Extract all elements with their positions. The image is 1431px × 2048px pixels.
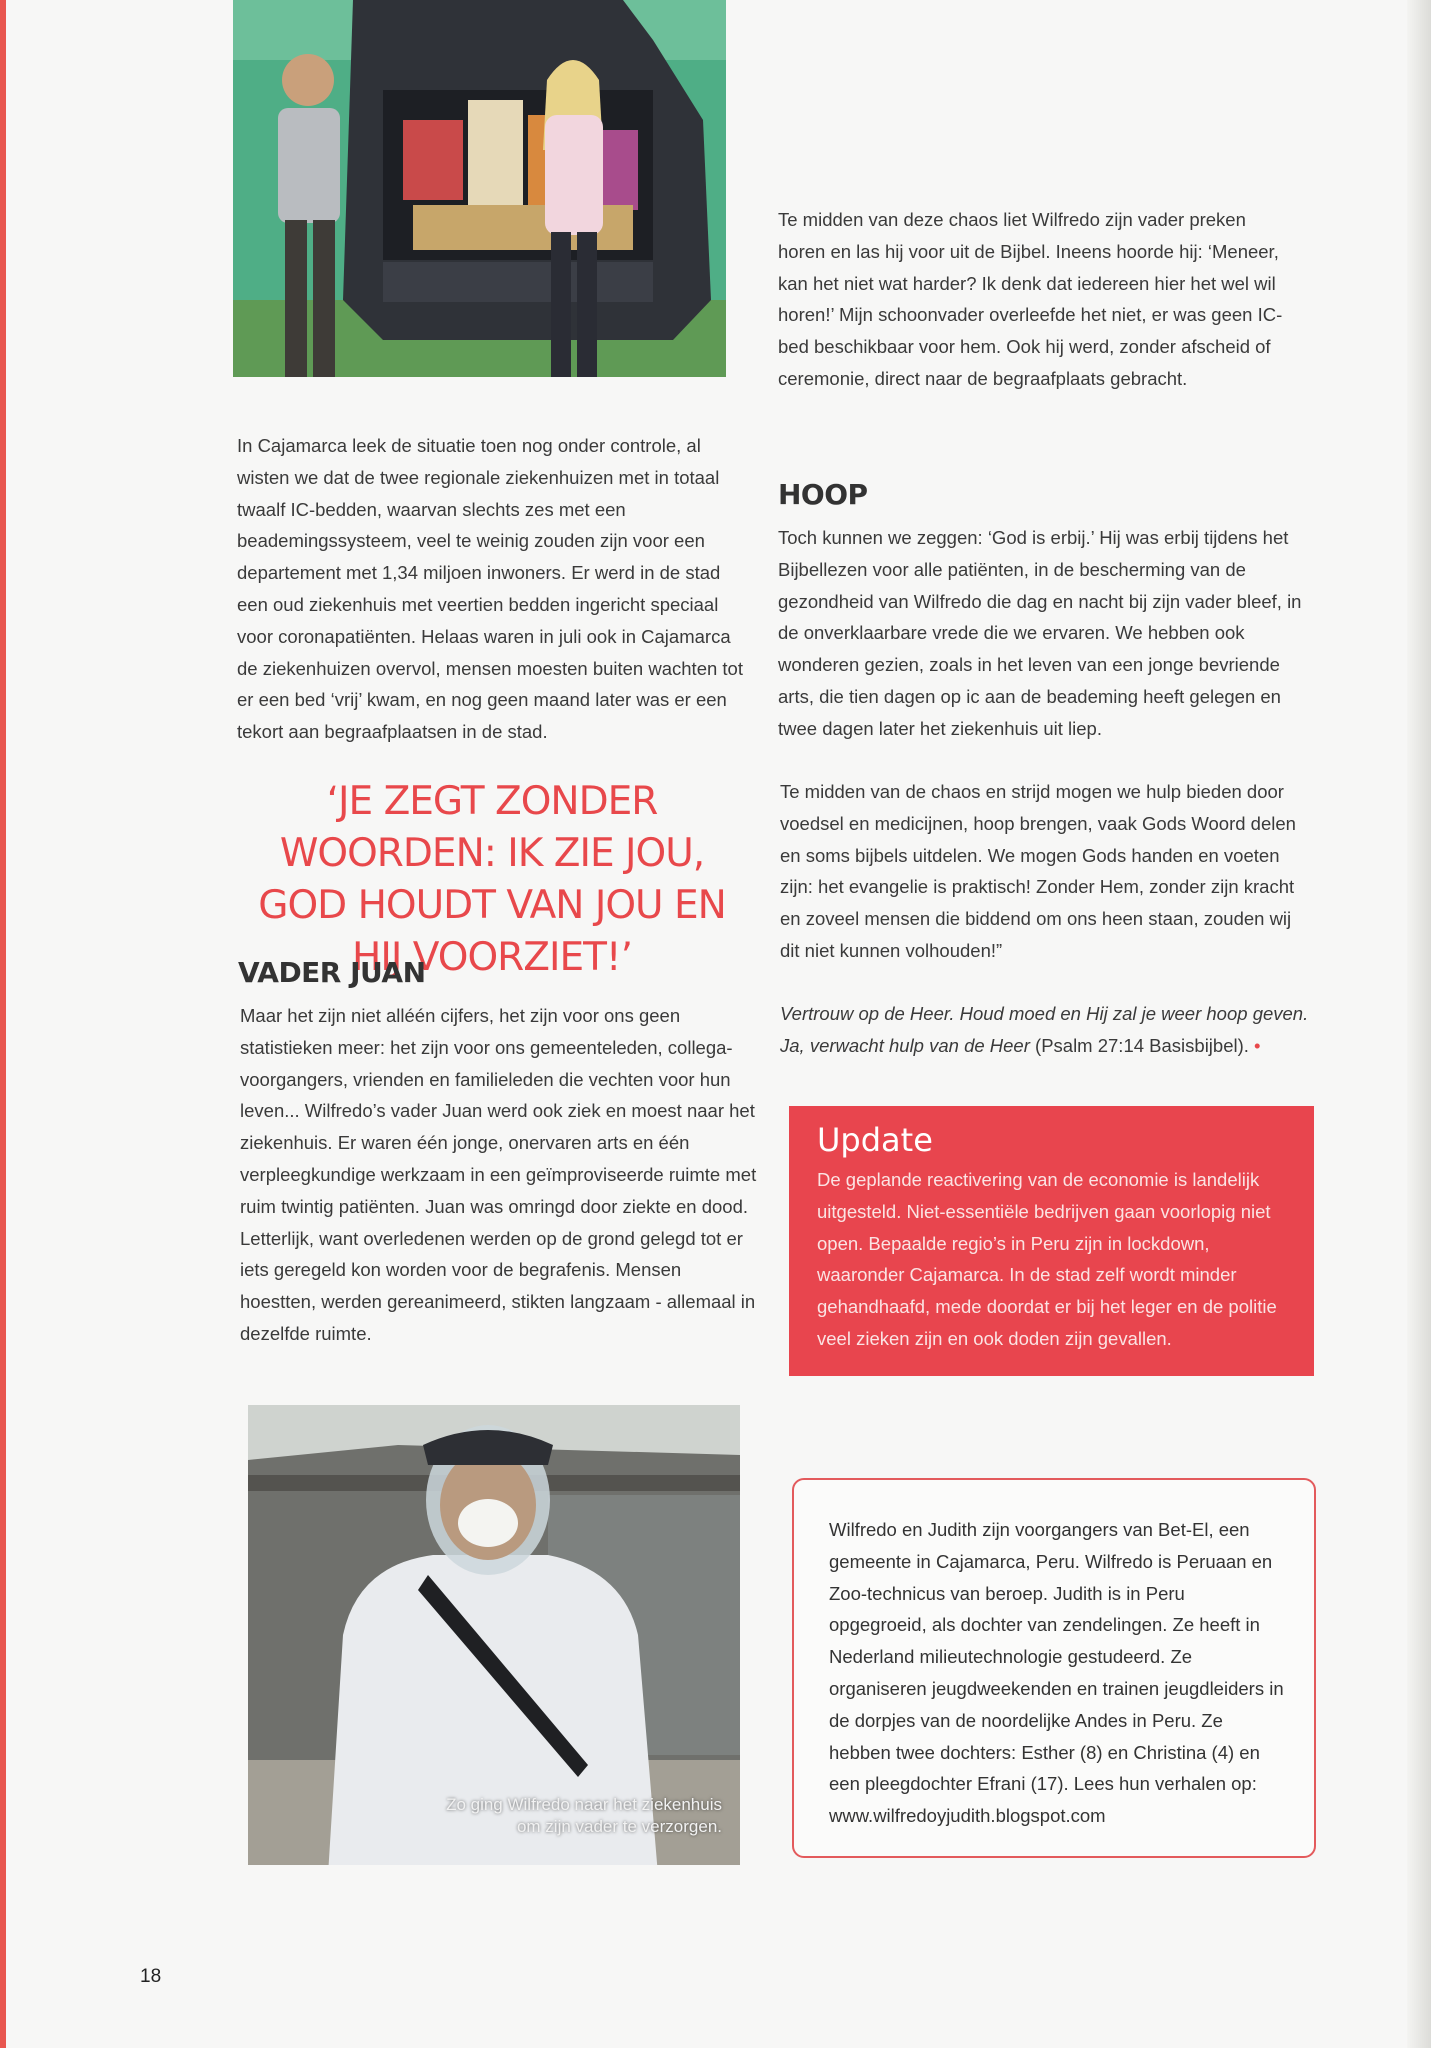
update-title: Update	[817, 1121, 933, 1159]
psalm-verse-line	[780, 998, 1310, 1062]
vader-juan-text: Maar het zijn niet alléén cijfers, het zijn voor ons geen statistieken meer: het zijn voor ons gemeenteleden, collega-voorgangers, vrienden en familieleden die vechten voor hun leven... Wilfredo’s vader Juan werd ook ziek en moest naar het ziekenhuis. Er waren één jonge, onervaren arts en één verpleegkundige werkzaam in een geïmproviseerde ruimte met ruim twintig patiënten. Juan was omringd door ziekte en dood. Letterlijk, want overledenen werden op de grond gelegd tot er iets geregeld kon worden voor de begrafenis. Mensen hoestten, werden gereanimeerd, stikten langzaam - allemaal in dezelfde ruimte.	[240, 1005, 757, 1344]
pull-quote: ‘JE ZEGT ZONDER WOORDEN: IK ZIE JOU, GOD HOUDT VAN JOU EN HIJ VOORZIET!’	[258, 779, 726, 980]
vader-juan-paragraph	[240, 1000, 760, 1350]
photo-caption	[252, 1794, 722, 1838]
caption-line-1: Zo ging Wilfredo naar het ziekenhuis	[446, 1795, 722, 1814]
intro-paragraph-text: In Cajamarca leek de situatie toen nog onder controle, al wisten we dat de twee regionale ziekenhuizen met in totaal twaalf IC-bedden, waarvan slechts zes met een beademingssysteem, veel te weinig zouden zijn voor een departement met 1,34 miljoen inwoners. Er werd in de stad een oud ziekenhuis met veertien bedden ingericht speciaal voor coronapatiënten. Helaas waren in juli ook in Cajamarca de ziekenhuizen overvol, mensen moesten buiten wachten tot er een bed ‘vrij’ kwam, en nog geen maand later was er een tekort aan begraafplaatsen in de stad.	[237, 435, 743, 743]
hoop-paragraph-1	[778, 522, 1308, 745]
right-opening-text: Te midden van deze chaos liet Wilfredo zijn vader preken horen en las hij voor uit de Bijbel. Ineens hoorde hij: ‘Meneer, kan het niet wat harder? Ik denk dat iedereen hier het wel wil horen!’ Mijn schoonvader overleefde het niet, er was geen IC-bed beschikbaar voor hem. Ook hij werd, zonder afscheid of ceremonie, direct naar de begraafplaats gebracht.	[778, 209, 1283, 389]
bio-text: Wilfredo en Judith zijn voorgangers van Bet-El, een gemeente in Cajamarca, Peru. Wilfredo is Peruaan en Zoo-technicus van beroep. Judith is in Peru opgegroeid, als dochter van zendelingen. Ze heeft in Nederland milieutechnologie gestudeerd. Ze organiseren jeugdweekenden en trainen jeugdleiders in de dorpjes van de noordelijke Andes in Peru. Ze hebben twee dochters: Esther (8) en Christina (4) en een pleegdochter Efrani (17). Lees hun verhalen op: www.wilfredoyjudith.blogspot.com	[829, 1519, 1284, 1827]
hoop-paragraph-2	[780, 776, 1300, 967]
psalm-verse	[780, 998, 1310, 1062]
hoop-paragraph-2-text: Te midden van de chaos en strijd mogen we hulp bieden door voedsel en medicijnen, hoop brengen, vaak Gods Woord delen en soms bijbels uitdelen. We mogen Gods handen en voeten zijn: het evangelie is praktisch! Zonder Hem, zonder zijn kracht en zoveel mensen die biddend om ons heen staan, zouden wij dit niet kunnen volhouden!”	[780, 781, 1296, 961]
photo-couple-with-car	[233, 0, 726, 377]
right-opening-paragraph	[778, 204, 1298, 395]
heading-vader-juan: VADER JUAN	[238, 956, 426, 989]
caption-line-2: om zijn vader te verzorgen.	[516, 1817, 722, 1836]
psalm-verse-italic: Vertrouw op de Heer. Houd moed en Hij zal je weer hoop geven. Ja, verwacht hulp van de Heer	[780, 1003, 1309, 1056]
bio-box	[792, 1478, 1316, 1858]
intro-paragraph	[237, 430, 747, 748]
update-box	[789, 1106, 1314, 1376]
page-edge-right	[1407, 0, 1431, 2048]
end-of-article-mark: •	[1254, 1034, 1261, 1056]
page-number: 18	[140, 1966, 162, 1987]
update-text: De geplande reactivering van de economie is landelijk uitgesteld. Niet-essentiële bedrijven gaan voorlopig niet open. Bepaalde regio’s in Peru zijn in lockdown, waaronder Cajamarca. In de stad zelf wordt minder gehandhaafd, mede doordat er bij het leger en de politie veel zieken zijn en ook doden zijn gevallen.	[817, 1169, 1277, 1349]
page-edge-left	[0, 0, 6, 2048]
psalm-verse-reference: (Psalm 27:14 Basisbijbel).	[1029, 1034, 1255, 1056]
hoop-paragraph-1-text: Toch kunnen we zeggen: ‘God is erbij.’ Hij was erbij tijdens het Bijbellezen voor alle patiënten, in de bescherming van de gezondheid van Wilfredo die dag en nacht bij zijn vader bleef, in de onverklaarbare vrede die we ervaren. We hebben ook wonderen gezien, zoals in het leven van een jonge bevriende arts, die tien dagen op ic aan de beademing heeft gelegen en twee dagen later het ziekenhuis uit liep.	[778, 527, 1302, 739]
heading-hoop: HOOP	[778, 478, 868, 511]
